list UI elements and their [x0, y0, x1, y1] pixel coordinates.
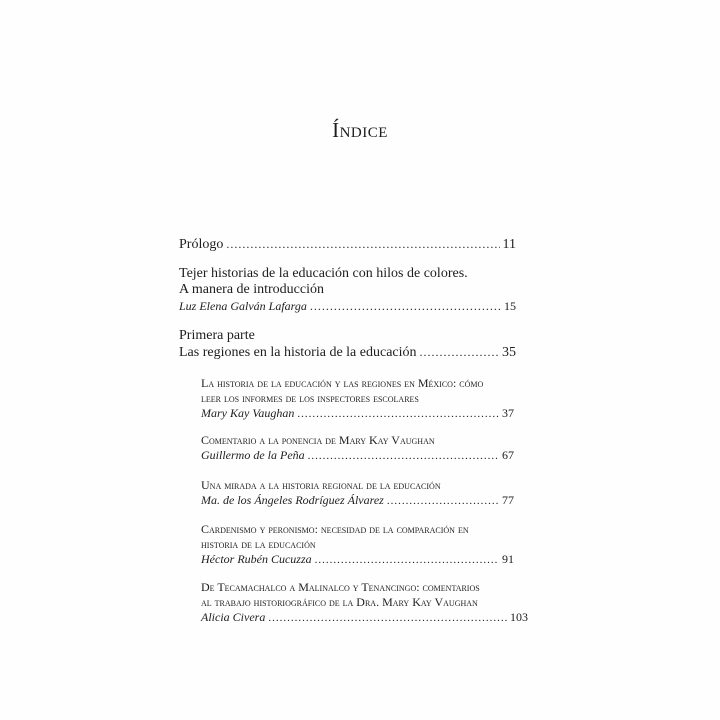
toc-entry-introduccion[interactable] — [179, 266, 516, 314]
dot-leader — [315, 553, 499, 568]
chapter-title-line-1: Cardenismo y peronismo: necesidad de la comparación en — [201, 522, 469, 536]
toc-chapter-2[interactable] — [201, 433, 514, 464]
chapter-title-line-1: De Tecamachalco a Malinalco y Tenancingo: comentarios — [201, 580, 480, 594]
chapter-author: Alicia Civera — [201, 610, 266, 624]
dot-leader — [268, 611, 507, 626]
page-number: 91 — [502, 552, 514, 566]
entry-author: Luz Elena Galván Lafarga — [179, 299, 307, 313]
page-number: 15 — [504, 299, 516, 313]
toc-chapter-5[interactable] — [201, 580, 528, 626]
dot-leader — [297, 407, 499, 422]
dot-leader — [420, 344, 499, 360]
dot-leader — [387, 494, 499, 509]
chapter-title-line-2: leer los informes de los inspectores escolares — [201, 391, 419, 405]
part-title: Las regiones en la historia de la educación — [179, 345, 417, 360]
chapter-author: Héctor Rubén Cucuzza — [201, 552, 312, 566]
chapter-title-line-2: al trabajo historiográfico de la Dra. Mary Kay Vaughan — [201, 595, 478, 609]
toc-entry-prologo[interactable] — [179, 236, 516, 253]
part-heading: Primera parte — [179, 328, 255, 343]
toc-chapter-3[interactable] — [201, 478, 514, 509]
page-number: 11 — [502, 237, 516, 252]
entry-title-line-1: Tejer historias de la educación con hilos de colores. — [179, 266, 468, 281]
page-number: 67 — [502, 448, 514, 462]
page-number: 103 — [510, 610, 528, 624]
toc-chapter-1[interactable] — [201, 376, 514, 422]
chapter-author: Mary Kay Vaughan — [201, 406, 295, 420]
dot-leader — [308, 449, 499, 464]
chapter-title-line-1: Comentario a la ponencia de Mary Kay Vaughan — [201, 433, 435, 447]
toc-entry-primera-parte[interactable] — [179, 328, 516, 361]
entry-label: Prólogo — [179, 237, 224, 252]
page-number: 37 — [502, 406, 514, 420]
chapter-title-line-2: historia de la educación — [201, 537, 316, 551]
page-number: 77 — [502, 493, 514, 507]
page-number: 35 — [502, 345, 516, 360]
chapter-title-line-1: La historia de la educación y las regiones en México: cómo — [201, 376, 484, 390]
dot-leader — [226, 236, 499, 252]
dot-leader — [310, 298, 501, 314]
page-title: Índice — [332, 118, 388, 142]
toc-chapter-4[interactable] — [201, 522, 514, 568]
entry-title-line-2: A manera de introducción — [179, 282, 325, 297]
chapter-author: Guillermo de la Peña — [201, 448, 305, 462]
chapter-title-line-1: Una mirada a la historia regional de la educación — [201, 478, 441, 492]
chapter-author: Ma. de los Ángeles Rodríguez Álvarez — [201, 493, 384, 507]
